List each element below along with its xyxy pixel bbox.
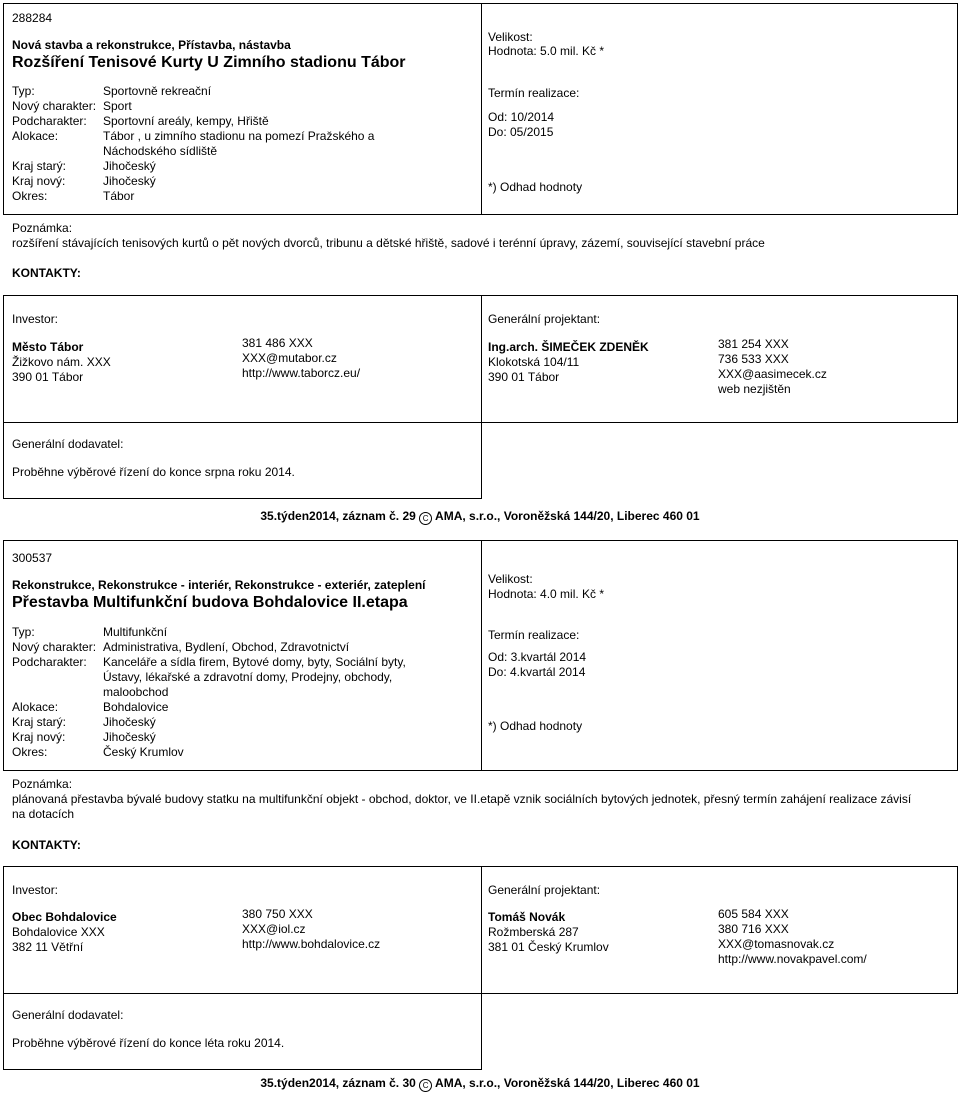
record-2-term-from: Od: 3.kvartál 2014 bbox=[488, 650, 587, 664]
record-1-designer-contact bbox=[718, 337, 827, 397]
field-row bbox=[12, 745, 452, 760]
field-value: Tábor , u zimního stadionu na pomezí Pražského a Náchodského sídliště bbox=[103, 129, 375, 158]
record-1-investor-label: Investor: bbox=[12, 312, 59, 326]
field-row bbox=[12, 189, 412, 204]
field-value: Kanceláře a sídla firem, Bytové domy, byty, Sociální byty, Ústavy, lékařské a zdravotní domy, Prodejny, obchody, maloobchod bbox=[103, 655, 406, 699]
web-link[interactable]: http://www.bohdalovice.cz bbox=[242, 937, 381, 951]
address-line: Bohdalovice XXX bbox=[12, 925, 105, 939]
field-label: Kraj nový: bbox=[12, 174, 66, 188]
record-2-id: 300537 bbox=[12, 551, 53, 565]
footer-company: AMA, s.r.o., Voroněžská 144/20, Liberec 460 01 bbox=[435, 509, 700, 523]
record-1-header-divider bbox=[481, 3, 482, 215]
phone: 381 254 XXX bbox=[718, 337, 789, 351]
web-link[interactable]: http://www.novakpavel.com/ bbox=[718, 952, 867, 966]
record-1-contacts-divider bbox=[481, 295, 482, 423]
field-label: Nový charakter: bbox=[12, 99, 97, 113]
field-label: Typ: bbox=[12, 84, 35, 98]
phone: 381 486 XXX bbox=[242, 336, 313, 350]
record-1-estimate-note: *) Odhad hodnoty bbox=[488, 180, 583, 194]
field-value: Jihočeský bbox=[103, 730, 156, 744]
record-1-term-label: Termín realizace: bbox=[488, 86, 580, 100]
field-label: Kraj nový: bbox=[12, 730, 66, 744]
field-row bbox=[12, 159, 412, 174]
phone: 605 584 XXX bbox=[718, 907, 789, 921]
field-value: Administrativa, Bydlení, Obchod, Zdravotnictví bbox=[103, 640, 350, 654]
email-link[interactable]: XXX@iol.cz bbox=[242, 922, 306, 936]
field-row bbox=[12, 640, 452, 655]
field-label: Okres: bbox=[12, 745, 48, 759]
field-label: Kraj starý: bbox=[12, 715, 67, 729]
field-row bbox=[12, 99, 412, 114]
email-link[interactable]: XXX@tomasnovak.cz bbox=[718, 937, 835, 951]
record-2-fields bbox=[12, 625, 452, 760]
record-1-investor-name: Město Tábor bbox=[12, 340, 84, 354]
field-label: Nový charakter: bbox=[12, 640, 97, 654]
email-link[interactable]: XXX@mutabor.cz bbox=[242, 351, 337, 365]
record-2-footer bbox=[0, 1076, 960, 1092]
field-value: Sportovní areály, kempy, Hřiště bbox=[103, 114, 269, 128]
record-2-contacts-label: KONTAKTY: bbox=[12, 838, 81, 852]
address-line: Klokotská 104/11 bbox=[488, 355, 580, 369]
field-row bbox=[12, 625, 452, 640]
field-row bbox=[12, 715, 452, 730]
footer-record: 35.týden2014, záznam č. 30 bbox=[260, 1076, 416, 1090]
record-1-investor-contact bbox=[242, 336, 360, 381]
address-line: Rožmberská 287 bbox=[488, 925, 579, 939]
field-value: Jihočeský bbox=[103, 174, 156, 188]
record-1-note-text: rozšíření stávajících tenisových kurtů o pět nových dvorců, tribunu a dětské hřiště, sadové i terénní úpravy, zázemí, související stavební práce bbox=[12, 236, 765, 250]
field-row bbox=[12, 114, 412, 129]
field-row bbox=[12, 174, 412, 189]
record-1-investor-address bbox=[12, 355, 111, 385]
address-line: 382 11 Větřní bbox=[12, 940, 84, 954]
field-label: Typ: bbox=[12, 625, 35, 639]
record-2-contractor-text: Proběhne výběrové řízení do konce léta roku 2014. bbox=[12, 1036, 285, 1050]
record-1-title: Rozšíření Tenisové Kurty U Zimního stadionu Tábor bbox=[12, 54, 406, 71]
record-2-estimate-note: *) Odhad hodnoty bbox=[488, 719, 583, 733]
record-2-investor-contact bbox=[242, 907, 380, 952]
record-1-designer-name: Ing.arch. ŠIMEČEK ZDENĚK bbox=[488, 340, 649, 354]
record-2-header-divider bbox=[481, 540, 482, 771]
record-2-note-label: Poznámka: bbox=[12, 777, 73, 791]
record-1-note-label: Poznámka: bbox=[12, 221, 73, 235]
record-1-categories: Nová stavba a rekonstrukce, Přístavba, nástavba bbox=[12, 38, 291, 52]
field-row bbox=[12, 84, 412, 99]
address-line: 390 01 Tábor bbox=[12, 370, 84, 384]
web-status: web nezjištěn bbox=[718, 382, 791, 396]
record-1-contacts-label: KONTAKTY: bbox=[12, 266, 81, 280]
record-2-contractor-box bbox=[3, 993, 482, 1070]
field-label: Kraj starý: bbox=[12, 159, 67, 173]
field-value: Bohdalovice bbox=[103, 700, 169, 714]
address-line: Žižkovo nám. XXX bbox=[12, 355, 111, 369]
record-2-investor-name: Obec Bohdalovice bbox=[12, 910, 117, 924]
phone: 380 716 XXX bbox=[718, 922, 789, 936]
footer-company: AMA, s.r.o., Voroněžská 144/20, Liberec 460 01 bbox=[435, 1076, 700, 1090]
record-2-size-label: Velikost: bbox=[488, 572, 533, 586]
record-2-designer-address bbox=[488, 925, 609, 955]
field-value: Sportovně rekreační bbox=[103, 84, 212, 98]
field-value: Český Krumlov bbox=[103, 745, 184, 759]
field-row bbox=[12, 730, 452, 745]
copyright-icon: C bbox=[419, 512, 432, 525]
record-2-contractor-label: Generální dodavatel: bbox=[12, 1008, 124, 1022]
record-2-title: Přestavba Multifunkční budova Bohdalovice II.etapa bbox=[12, 594, 408, 611]
field-label: Podcharakter: bbox=[12, 655, 87, 669]
record-1-size-label: Velikost: bbox=[488, 30, 533, 44]
web-link[interactable]: http://www.taborcz.eu/ bbox=[242, 366, 361, 380]
field-value: Multifunkční bbox=[103, 625, 168, 639]
record-1-fields bbox=[12, 84, 412, 204]
address-line: 390 01 Tábor bbox=[488, 370, 560, 384]
copyright-icon: C bbox=[419, 1079, 432, 1092]
record-1-designer-label: Generální projektant: bbox=[488, 312, 601, 326]
field-value: Sport bbox=[103, 99, 132, 113]
email-link[interactable]: XXX@aasimecek.cz bbox=[718, 367, 827, 381]
record-1-term-to: Do: 05/2015 bbox=[488, 125, 554, 139]
record-2-note-text: plánovaná přestavba bývalé budovy statku na multifunkční objekt - obchod, doktor, ve II.etapě vznik sociálních bytových jednotek, přesný termín zahájení realizace závisí na dotacích bbox=[12, 792, 912, 821]
record-1-size-value: Hodnota: 5.0 mil. Kč * bbox=[488, 44, 605, 58]
field-row bbox=[12, 129, 412, 159]
field-label: Alokace: bbox=[12, 700, 59, 714]
footer-record: 35.týden2014, záznam č. 29 bbox=[260, 509, 416, 523]
phone: 736 533 XXX bbox=[718, 352, 789, 366]
record-1-contractor-text: Proběhne výběrové řízení do konce srpna roku 2014. bbox=[12, 465, 295, 479]
field-value: Jihočeský bbox=[103, 715, 156, 729]
record-2-term-label: Termín realizace: bbox=[488, 628, 580, 642]
field-row bbox=[12, 655, 452, 700]
record-2-investor-address bbox=[12, 925, 105, 955]
record-1-footer bbox=[0, 509, 960, 525]
record-1-designer-address bbox=[488, 355, 579, 385]
field-value: Tábor bbox=[103, 189, 135, 203]
record-2-size-value: Hodnota: 4.0 mil. Kč * bbox=[488, 587, 605, 601]
field-value: Jihočeský bbox=[103, 159, 156, 173]
record-2-investor-label: Investor: bbox=[12, 883, 59, 897]
record-2-designer-label: Generální projektant: bbox=[488, 883, 601, 897]
field-label: Alokace: bbox=[12, 129, 59, 143]
record-2-designer-name: Tomáš Novák bbox=[488, 910, 566, 924]
record-2-designer-contact bbox=[718, 907, 867, 967]
field-row bbox=[12, 700, 452, 715]
address-line: 381 01 Český Krumlov bbox=[488, 940, 609, 954]
record-2-term-to: Do: 4.kvartál 2014 bbox=[488, 665, 586, 679]
record-1-contractor-box bbox=[3, 422, 482, 499]
record-2-contacts-divider bbox=[481, 866, 482, 994]
record-2-categories: Rekonstrukce, Rekonstrukce - interiér, Rekonstrukce - exteriér, zateplení bbox=[12, 578, 426, 592]
record-1-contractor-label: Generální dodavatel: bbox=[12, 437, 124, 451]
field-label: Okres: bbox=[12, 189, 48, 203]
record-1-term-from: Od: 10/2014 bbox=[488, 110, 555, 124]
field-label: Podcharakter: bbox=[12, 114, 87, 128]
phone: 380 750 XXX bbox=[242, 907, 313, 921]
record-1-id: 288284 bbox=[12, 11, 53, 25]
